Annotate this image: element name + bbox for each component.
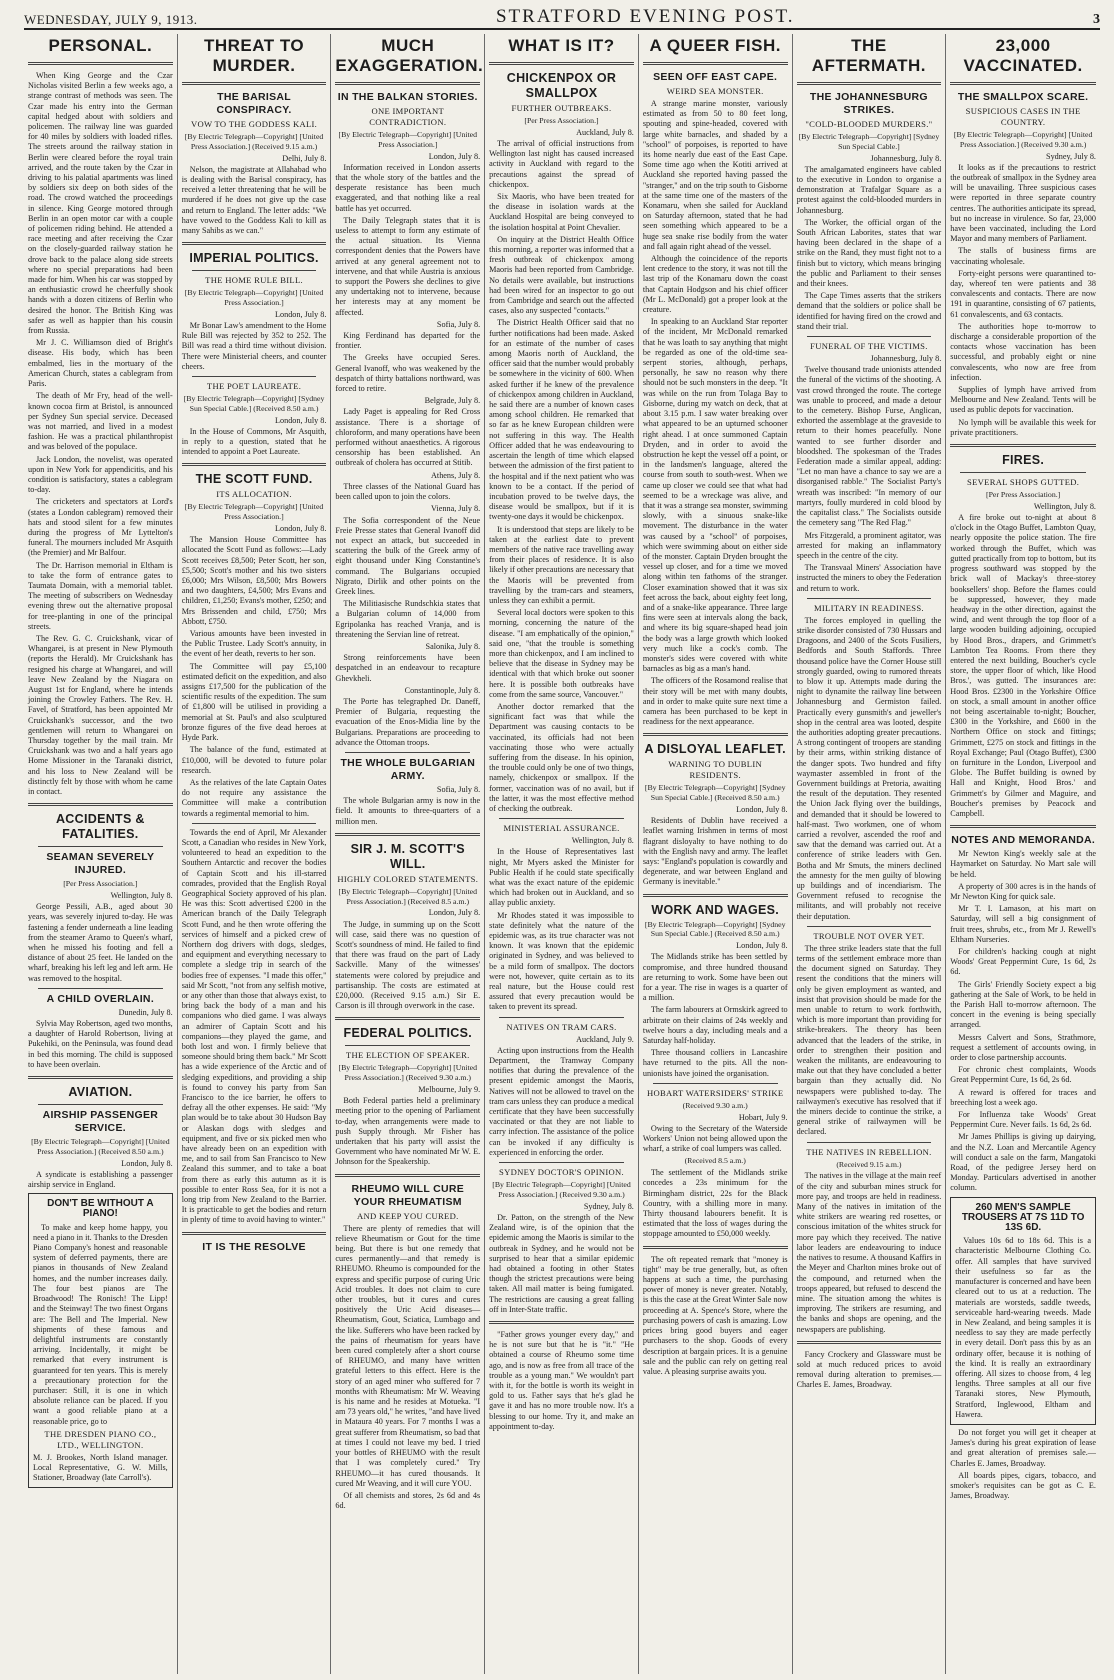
column-exaggeration [331, 34, 485, 1674]
notes-item: A property of 300 acres is in the hands of Mr Newton King for quick sale. [950, 881, 1096, 901]
headline-airship: AIRSHIP PASSENGER SERVICE. [42, 1109, 159, 1135]
article-paragraph: It is understood that steps are likely to be taken at the earliest date to prevent members of the native race travelling away from their places of residence. It is also likely if other precautions are necessary that the Maoris will be prevented from travelling by the tram-cars and steamers, unless they can exhibit a permit. [489, 524, 634, 605]
dateline: Sofia, July 8. [436, 319, 481, 329]
subheadline: SYDNEY DOCTOR'S OPINION. [498, 1167, 624, 1178]
article-paragraph: The stalls of business firms are vaccinating wholesale. [950, 246, 1096, 266]
article-paragraph: The Midlands strike has been settled by compromise, and three hundred thousand are returning to work. Some have been out for a year. The rise in wages is a quarter of a million. [642, 952, 788, 1003]
article-paragraph: The Greeks have occupied Seres. General Ivanoff, who was weakened by the despatch of thirty battalions northward, was forced to retire. [335, 353, 481, 394]
article-paragraph: Various amounts have been invested in the Public Trustee. Lady Scott's annuity, in the event of her death, reverts to her son. [181, 629, 327, 659]
wire-credit: [By Electric Telegraph—Copyright] [United Press Association.] (Received 8.5 a.m.) [338, 886, 478, 906]
column-vaccinated [946, 34, 1100, 1674]
article-paragraph: When King George and the Czar Nicholas visited Berlin a few weeks ago, a strange contrast of methods was seen. The Czar made his entry into the German capital hedged about with soldiers and policemen. The railway line was guarded for 40 miles by soldiers with loaded rifles. The streets around the railway station in Berlin were cleared before the royal train arrived, and the route taken by the Czar in driving to his palatial apartments was lined by soldiers six deep on both sides of the road. The crowd watched the proceedings in silence. King George motored through Berlin in an open motor car with a couple of policemen riding behind. He attended a race meeting and after receiving the Czar on the closely-guarded railway station he drove back to the palace along side streets where no special preparations had been made for him. When his car was stopped by an enthusiastic crowd he cheerfully shook hands with a dozen citizens of Berlin who desired the honor. The British King was safer as well as happier than his cousin from Russia. [28, 71, 173, 336]
dateline: Delhi, July 8. [282, 153, 327, 163]
article-paragraph: King Ferdinand has departed for the frontier. [335, 331, 481, 351]
dateline: Salonika, July 8. [425, 641, 481, 651]
article-paragraph: Both Federal parties held a preliminary meeting prior to the opening of Parliament to-day, when arrangements were made to push Supply through. Mr Fisher has undertaken that his party will assist the Government who have nominated Mr W. E. Johnson for the Speakership. [335, 1096, 481, 1167]
dateline: Wellington, July 8. [571, 836, 634, 846]
headline-vaccinated: 23,000 VACCINATED. [963, 36, 1083, 75]
dateline: London, July 8. [275, 524, 327, 534]
dateline: Sofia, July 8. [436, 784, 481, 794]
wire-credit: (Received 9.15 a.m.) [836, 1159, 902, 1169]
headline-east-cape: SEEN OFF EAST CAPE. [653, 71, 778, 83]
dateline: Constantinople, July 8. [404, 685, 481, 695]
article-paragraph: In speaking to an Auckland Star reporter of the incident, Mr McDonald remarked that he was loath to say anything that might be regarded as one of the old-time sea-serpent stories, although, perhaps, personally, he saw no reason why there should not be such monsters in the deep. "It was while on the run from Tolaga Bay to Gisborne, during my watch on deck, that at about 3.15 p.m. I saw water breaking over what appeared to be an upturned schooner right ahead. I at once summoned Captain Dryden, and in order to avoid the obstruction he kept the vessel off a point, or in the landsmen's language, altered the course from south to south-west. When we came up closer we could see that what had seemed to be a wreckage was alive, and that it was a strange sea monster, swimming slowly, with a sinuous snake-like movement. The disturbance in the water was caused by a "school" of porpoises, which were swimming about on either side of the monster. Captain Dryden brought the vessel up closer, and for a time we moved along within ten fathoms of the stranger. Closer examination showed that it was six feet across the back, about eighty feet long, and of a snake-like appearance. Three large fins were seen at intervals along the back, and where its big square-shaped head join the body was a large growth which looked very much like a cock's comb. The monster's sides were covered with white barnacles as big as a man's hand. [642, 317, 788, 674]
article-paragraph: Several local doctors were spoken to this morning, concerning the nature of the disease. "I am emphatically of the opinion," said one, "that the trouble is something more than chickenpox, and I am inclined to believe that the disease in Sydney may be identical with that which broke out sooner here. It is possible both outbreaks have come from the same source, Vancouver." [489, 608, 634, 699]
rheumo-ad-title: RHEUMO WILL CURE YOUR RHEUMATISM [351, 1182, 465, 1208]
article-paragraph: Dr. Patton, on the strength of the New Zealand wire, is of the opinion that the epidemic among the Maoris is similar to the outbreak in Sydney, and he would not be surprised to hear that a similar epidemic had obtained a footing in other States though the strictest precautions were being taken. All mail matter is being fumigated. The restrictions are causing a great falling off in Inter-State traffic. [489, 1212, 634, 1314]
headline-chickenpox: CHICKENPOX OR SMALLPOX [506, 71, 617, 100]
wire-credit: [By Electric Telegraph—Copyright] [United Press Association.] [184, 288, 324, 308]
rheumo-ad-sub: AND KEEP YOU CURED. [357, 1210, 459, 1221]
headline-balkan: IN THE BALKAN STORIES. [337, 91, 478, 103]
headline-child: A CHILD OVERLAIN. [46, 992, 155, 1005]
headline-johannesburg: THE JOHANNESBURG STRIKES. [809, 91, 928, 116]
article-paragraph: The District Health Officer said that no further notifications had been made. Asked for an estimate of the number of cases among Maoris north of Auckland, the officer said that the number would probably be somewhere in the vicinity of 600. When asked further if he knew of the prevalence of chickenpox among children in Auckland, he said there are a number of known cases among school children. He remarked that so far as he knew European children were not suffering in this way. The Health Officer added that he was endeavouring to ascertain the length of time which elapsed between the admission of the first patient to the hospital and if the next patient who was known to be a contact. If the period of incubation proved to be twelve days, the disease would be smallpox, but if it is twenty-one days it would be chickenpox. [489, 318, 634, 522]
article-paragraph: The balance of the fund, estimated at £10,000, will be devoted to future polar research. [181, 745, 327, 775]
wire-credit: [By Electric Telegraph—Copyright] [Sydney Sun Special Cable.] (Received 8.50 a.m.) [183, 394, 325, 413]
column-queer-fish [639, 34, 793, 1674]
article-paragraph: Mrs Fitzgerald, a prominent agitator, was arrested for making an inflammatory speech in the centre of the city. [796, 530, 942, 560]
headline-fires: FIRES. [1002, 453, 1045, 468]
article-paragraph: The Worker, the official organ of the South African Laborites, states that war having been declared in the shape of a strike on the Rand, they must fight not to a finish but to victory, which means bringing the public and Parliament to their senses and their knees. [796, 217, 942, 289]
article-paragraph: The Cape Times asserts that the strikers demand that the soldiers or police shall be identified for having fired on the crowd and stand their trial. [796, 291, 942, 331]
subheadline: VOW TO THE GODDESS KALI. [190, 119, 318, 129]
trousers-ad-title: 260 MEN'S SAMPLE TROUSERS AT 7S 11D TO 13S 6D. [961, 1201, 1085, 1234]
article-paragraph: Mr Bonar Law's amendment to the Home Rule Bill was rejected by 352 to 252. The Bill was read a third time without division. There were Ministerial cheers, and counter cheers. [181, 321, 327, 371]
subheadline: THE NATIVES IN REBELLION. [806, 1146, 932, 1157]
dateline: London, July 8. [428, 908, 481, 918]
subheadline: HOBART WATERSIDERS' STRIKE [646, 1087, 784, 1098]
article-paragraph: The settlement of the Midlands strike concedes a 23s minimum for the Birmingham district, 22s for the Black Country, with a shilling more in many. Thirty thousand labourers benefit. It is estimated that the loss of wages during the stoppage amounted to £50,000 weekly. [642, 1168, 788, 1239]
piano-ad-title: DON'T BE WITHOUT A PIANO! [47, 1198, 154, 1220]
subheadline: THE HOME RULE BILL. [205, 275, 303, 286]
subheadline: WEIRD SEA MONSTER. [666, 86, 764, 96]
subheadline: MILITARY IN READINESS. [813, 602, 924, 613]
ad-paragraph: There are plenty of remedies that will relieve Rheumatism or Gout for the time being. But there is but one remedy that cures permanently—and that remedy is RHEUMO. Rheumo is compounded for the express and specific purpose of curing Uric Acid troubles. It does not claim to cure other troubles, but it cures and cures positively the Uric Acid diseases—Rheumatism, Gout, Sciatica, Lumbago and the like. Sufferers who have been racked by the pains of rheumatism for years have been cured completely after a short course of RHEUMO, and many have written grateful letters to this effect. Here is the story of an aged miner who suffered for 7 months with Rheumatism: Mr W. Weaving is his name and he resides at Motueka. "I am 73 years old," he writes, "and have lived in Mataura 40 years. For 7 months I was a great sufferer from Rheumatism, so bad that at times I could not leave my bed. I tried your bottles of RHEUMO with the result that I was completely cured." Try RHEUMO—it has cured thousands. It cured Mr Weaving, and it will cure YOU. [335, 1223, 481, 1488]
article-paragraph: Towards the end of April, Mr Alexander Scott, a Canadian who resides in New York, volunteered to head an expedition to the Southern Antarctic and recover the bodies of Captain Scott and his ill-starred comrades, provided that the English Royal Geographical Society approved of his plan. He was this: Scott advertised £200 in the American branch of the Daily Telegraph Scott Fund, and he then wrote offering the services of himself and a picked crew of Northern dog drivers with dogs, sledges, and equipment and everything necessary to complete a sledge trip in search of the bodies free of expenses. "I made this offer," said Mr Scott, "not from any selfish motive, or any other than those that always exist, to bring back the body of a man and his companions who died game. I was always an admirer of Captain Scott and his companions—they played the game, and both lost and won. I firmly believe that someone should bring them back." Mr Scott has a wide experience of the Arctic and of sledging expeditions, and providing a ship is found to convey his party from San Francisco to the ice barrier, he offers to defray all the other expenses. He said: "My plan would be to take about 30 Hudson Bay or Alaskan dogs with sledges and equipment, and five or six picked men who have already been on an expedition with me, and to sail from San Francisco to New Zealand this summer, and to take a boat from there as early this autumn as it is possible to enter Ross Sea, for it is not a long trip from New Zealand to the Barrier. It is practicable to get the bodies and return in plenty of time to avoid having to winter." [181, 827, 327, 1225]
subheadline: FURTHER OUTBREAKS. [511, 103, 612, 113]
article-paragraph: In the House of Commons, Mr Asquith, in reply to a question, stated that he intended to appoint a Poet Laureate. [181, 426, 327, 457]
ad-paragraph: Of all chemists and stores, 2s 6d and 4s 6d. [335, 1490, 481, 1511]
wire-credit: (Received 9.30 a.m.) [682, 1100, 748, 1110]
ad-paragraph: Do not forget you will get it cheaper at James's during his great expiration of lease and great alteration of premises sale.—Charles E. James, Broadway. [950, 1427, 1096, 1468]
article-paragraph: The Transvaal Miners' Association have instructed the miners to obey the Federation and return to work. [796, 563, 942, 593]
article-paragraph: The Daily Telegraph states that it is useless to attempt to form any estimate of the actual situation. Its Vienna correspondent denies that the Powers have arrived at any general agreement not to intervene, and that while Austria is anxious to support the Powers she declines to give any undertaking not to intervene, because her interests may at any moment be affected. [335, 215, 481, 317]
dateline: Johannesburg, July 8. [870, 153, 942, 163]
subheadline: MINISTERIAL ASSURANCE. [503, 823, 620, 834]
article-paragraph: The cricketers and spectators at Lord's (states a London cablegram) removed their hats and stood silent for a few minutes during the progress of Mr Lyttelton's funeral. The mourners included Mr Asquith (the Premier) and Mr Balfour. [28, 497, 173, 558]
wire-credit: [Per Press Association.] [63, 879, 138, 889]
wire-credit: (Received 8.5 a.m.) [684, 1156, 746, 1166]
ad-paragraph: Values 10s 6d to 18s 6d. This is a characteristic Melbourne Clothing Co. offer. All samples that have survived their usefulness so far as the manufacturer is concerned and have been cleared out to us at a reduction. The materials are worsteds, saddle tweeds, serviceable hard-wearing tweeds. Made in New Zealand, and being samples it is needless to say they are made perfectly in every detail. Don't pass this by as an ordinary offer, because it is nothing of the kind. It is really an extraordinary offering. All sizes to choose from, 4 leg lengths. Three samples at all our five Taranaki stores, New Plymouth, Stratford, Inglewood, Eltham and Hawera. [955, 1236, 1091, 1419]
wire-credit: [By Electric Telegraph—Copyright] [United Press Association.] (Received 9.30 a.m.) [338, 1063, 478, 1083]
headline-federal: FEDERAL POLITICS. [343, 1026, 473, 1041]
article-paragraph: George Pessili, A.B., aged about 30 years, was severely injured to-day. He was fastening a fender underneath a line leading from the steamer Aramo to Queen's wharf, when he missed his footing and fell a distance of about 25 feet. He landed on the wharf, breaking his left leg and left arm. He was removed to the hospital. [28, 902, 173, 983]
dateline: Sydney, July 8. [1046, 151, 1096, 161]
subheadline: ITS ALLOCATION. [216, 489, 292, 500]
dateline: Wellington, July 8. [110, 891, 173, 901]
wire-credit: [By Electric Telegraph—Copyright] [Sydney Sun Special Cable.] [798, 132, 940, 151]
article-paragraph: The Militiasische Rundschkia states that a Bulgarian column of 14,000 from Egripolanka has reached Vranja, and is threatening the Servian line of retreat. [335, 599, 481, 639]
article-paragraph: The Mansion House Committee has allocated the Scott Fund as follows:—Lady Scott receives £8,500; Peter Scott, her son, £5,500; Scott's mother and his two sisters £6,000; Mrs Wilson, £8,500; Mrs Bowers and two daughters, £4,500; Mrs Evans and children, £1,250; Evans's mother, £250; and Mrs Brissenden and child, £750; Mrs Abbott, £750. [181, 535, 327, 626]
issue-date: WEDNESDAY, JULY 9, 1913. [24, 12, 198, 27]
headline-smallpox: THE SMALLPOX SCARE. [957, 91, 1089, 103]
article-paragraph: Twelve thousand trade unionists attended the funeral of the victims of the shooting. A vast crowd thronged the route. The cortege was unable to proceed, and made a detour to the cemetery. Bishop Furse, Anglican, exhorted the assemblage at the graveside to return to their homes peacefully. None wanted to see further disorder and bloodshed. The spokesman of the Trades Federation made a similar appeal, adding: "Let no man have a chance to say we are a disorganised rabble." The Socialist Party's wreath was inscribed: "In memory of our martyrs, foully murdered in cold blood by the capitalist class." The Socialists outside the cemetery sang "The Red Flag." [796, 365, 942, 528]
article-paragraph: Three classes of the National Guard has been called upon to join the colors. [335, 481, 481, 502]
dateline: London, July 8. [275, 415, 327, 425]
wire-credit: [Per Press Association.] [524, 116, 599, 125]
headline-aftermath: THE AFTERMATH. [811, 36, 927, 75]
dateline: Johannesburg, July 8. [870, 354, 942, 364]
dateline: London, July 8. [428, 151, 481, 161]
headline-scott-fund: THE SCOTT FUND. [195, 472, 313, 487]
article-paragraph: The Porte has telegraphed Dr. Daneff, Premier of Bulgaria, requesting the evacuation of the Enos-Midia line by the Bulgarians. Preparations are proceeding to advance the Ottoman troops. [335, 696, 481, 747]
page-number: 3 [1093, 12, 1100, 27]
article-paragraph: A strange marine monster, variously estimated as from 50 to 80 feet long, spouting and spine-headed, covered with large white barnacles, and shaded by a "school" of porpoises, is reported to have its home nearly due east of the East Cape. Some time ago when the Kotiti arrived at Auckland she reported having passed the "stranger," and on the trip south to Gisborne at the same time one of the masters of the Konamaru, when she sailed for Auckland on Saturday afternoon, stated that he had seen something which appeared to be a huge sea snake rise bodily from the water and fall again right ahead of the vessel. [642, 99, 788, 251]
article-paragraph: The whole Bulgarian army is now in the field. It amounts to three-quarters of a million men. [335, 796, 481, 826]
piano-advertisement [28, 1193, 173, 1488]
article-paragraph: Sylvia May Robertson, aged two months, a daughter of Harold Robertson, living at Pukehiki, on the Peninsula, was found dead in bed this morning. The child is supposed to have been overlain. [28, 1019, 173, 1069]
columns [24, 34, 1100, 1674]
headline-barisal: THE BARISAL CONSPIRACY. [216, 91, 292, 116]
article-paragraph: Another doctor remarked that the significant fact was that while the Department was causing contacts to be vaccinated, its officials had not been vaccinating those who were actually suffering from the disease. In his opinion, the trouble could only be one of two things, namely, chickenpox or smallpox. If the former, vaccination was of no avail, but if the latter, it was the most effective method of checking the outbreak. [489, 701, 634, 813]
headline-accidents: ACCIDENTS & FATALITIES. [55, 812, 145, 842]
article-paragraph: Although the coincidence of the reports lent credence to the story, it was not till the last trip of the Konamaru down the coast that Captain Hodgson and his chief officer (Mr L. McDonald) got a proper look at the creature. [642, 254, 788, 315]
dateline: Hobart, July 9. [738, 1112, 788, 1122]
headline-scott-will: SIR J. M. SCOTT'S WILL. [350, 841, 465, 871]
trousers-advertisement [950, 1197, 1096, 1425]
headline-notes: NOTES AND MEMORANDA. [951, 834, 1096, 847]
headline-seaman: SEAMAN SEVERELY INJURED. [46, 851, 155, 877]
article-paragraph: It looks as if the precautions to restrict the outbreak of smallpox in the Sydney area will be unavailing. Three suspicious cases were reported in three separate country centres. The authorities anticipate its spread, but no increase in virulence. So far, 23,000 have been vaccinated, including the Lord Mayor and many members of Parliament. [950, 162, 1096, 244]
wire-credit: [By Electric Telegraph—Copyright] [United Press Association.] [338, 130, 478, 149]
headline-bulgarian-army: THE WHOLE BULGARIAN ARMY. [340, 756, 476, 782]
dateline: Athens, July 8. [431, 470, 481, 480]
dateline: Melbourne, July 9. [418, 1085, 481, 1094]
article-paragraph: Acting upon instructions from the Health Department, the Tramway Company notifies that during the prevalence of the present epidemic amongst the Maoris, Natives will not be allowed to travel on the tram cars unless they can produce a medical certificate that they have been successfully vaccinated or that they are not liable to carry infection. The assistance of the police can be invoked if any difficulty is experienced in enforcing the order. [489, 1045, 634, 1157]
article-paragraph: Mr Rhodes stated it was impossible to state definitely what the nature of the epidemic was, as its true character was not known. It was known that the epidemic originated in Sydney, and was believed to be a mild form of smallpox. The doctors were not, however, quite certain as to its real nature, but the House could rest assured that every precaution would be taken to prevent its spread. [489, 910, 634, 1012]
headline-resolve: IT IS THE RESOLVE [202, 1240, 306, 1253]
article-paragraph: The Sofia correspondent of the Neue Freie Presse states that General Ivanoff did not expect an attack, but succeeded in scattering the bulk of the Greek army of eight thousand under King Constantine's command. The Bulgarians occupied Nigrato, Dirlik and other points on the Greek lines. [335, 515, 481, 596]
article-paragraph: Information received in London asserts that the whole story of the battles and the desperate resistance has been much exaggerated, and that nothing like a real battle has yet occurred. [335, 162, 481, 213]
subheadline: THE POET LAUREATE. [206, 381, 302, 392]
article-paragraph: The officers of the Rosamond realise that their story will be met with many doubts, and in order to make quite sure next time a camera has been purchased to be kept in readiness for the next appearance. [642, 676, 788, 727]
notes-item: The Girls' Friendly Society expect a big gathering at the Sale of Work, to be held in the Parish Hall to-morrow afternoon. The concert in the evening is being specially arranged. [950, 979, 1096, 1030]
article-paragraph: Nelson, the magistrate at Allahabad who is dealing with the Barisal conspiracy, has received a letter threatening that he will be murdered if he does not give up the case and return to England. The letter adds: "We have vowed to the Goddess Kali to kill as many Sahibs as we can." [181, 164, 327, 236]
article-paragraph: The Dr. Harrison memorial in Eltham is to take the form of entrance gates to Taumata Domain, with a memorial tablet. The meeting of subscribers on Wednesday evening threw out the alternative proposal for tree-planting in one of the principal streets. [28, 560, 173, 631]
headline-what-is-it: WHAT IS IT? [508, 36, 615, 55]
dateline: Auckland, July 9. [576, 1034, 634, 1044]
subheadline: WARNING TO DUBLIN RESIDENTS. [668, 759, 762, 781]
dateline: Sydney, July 8. [583, 1201, 634, 1211]
dateline: London, July 8. [121, 1158, 173, 1168]
headline-aviation: AVIATION. [68, 1085, 133, 1100]
ad-paragraph: To make and keep home happy, you need a piano in it. Thanks to the Dresden Piano Company's honest and reasonable system of deferred payments, there are pianos in thousands of New Zealand homes, and the number increases daily. The four best pianos are The Broadwood! The Ronisch! The Lipp! and the Steinway! The two finest Organs are: The Bell and The Imperial. New shipments of these famous and delightful instruments are constantly arriving. Incidentally, it might be remarked that every instrument is guaranteed for ten years. This is merely a precautionary protection for the purchaser: Still, it is one in which absolute reliance can be placed. If you want a good reliable piano at a reasonable price, go to [33, 1222, 168, 1426]
notes-item: Mr James Phillips is giving up dairying, and the N.Z. Loan and Mercantile Agency will conduct a sale on the farm, Mangatoki Road, of the pedigree Jersey herd on Monday. Particulars advertised in another column. [950, 1132, 1096, 1193]
subheadline: THE ELECTION OF SPEAKER. [345, 1050, 470, 1061]
article-paragraph: Supplies of lymph have arrived from Melbourne and New Zealand. Tents will be used as public depots for vaccination. [950, 385, 1096, 415]
article-paragraph: The Committee will pay £5,100 estimated deficit on the expedition, and also assigns £17,500 for the publication of the scientific results of the expedition. The sum of £1,800 will be utilised in providing a memorial at St. Paul's and also sculptured bronze figures of the five dead heroes at Hyde Park. [181, 661, 327, 743]
subheadline: HIGHLY COLORED STATEMENTS. [337, 873, 479, 884]
article-paragraph: The three strike leaders state that the full terms of the settlement embrace more than the document signed on Saturday. They resent the conditions that the miners will only be given employment as wanted, and insist that provision should be made for the men unable to return to work forthwith, which is more important than providing for strike-breakers. The theory has been advanced that the leaders of the strike, in order to strengthen their position and weaken the militants, are endeavouring to make out that they have concluded a better bargain than they actually did. No newspapers were published to-day. The railwaymen's executive has resolved that if the miners decide to continue the strike, a general strike of railwaymen will be declared. [796, 943, 942, 1137]
article-paragraph: The forces employed in quelling the strike disorder consisted of 730 Hussars and Dragoons, and 2400 of the Scots Fusiliers, Bedfords and South Staffords. Three thousand police have the Corner House still strongly guarded, owing to rumored threats to blow it up. Attempts made during the night to dynamite the railway line between Johannesburg and Germiston failed. Practically every gunsmith's and jeweller's shop in the central area was looted, despite the authorities adopting greater precautions. A strong contingent of troopers are standing by their arms, within striking distance of the danger spots. Two hundred and fifty waymaster assembled in front of the Government buildings at Pretoria, awaiting the result of the deputation. They resented the Union Jack flying over the buildings, and demanded that it should be lowered to half-mast. Two workmen, one of whom carried a revolver, ascended the roof and saw that the demand was carried out. At a conference of strike leaders with Gen. Botha and Mr Smuts, the miners declined the amnesty for the men guilty of blowing up buildings and of incendiarism. The Government refused to recognise the militants, and will probably not receive their deputation. [796, 615, 942, 921]
masthead [24, 6, 1100, 30]
ad-paragraph: M. J. Brookes, North Island manager. Local Representative, G. W. Mills, Stationer, Broadway (late Carroll's). [33, 1452, 168, 1483]
ad-paragraph: "Father grows younger every day," and he is not sure but that he is "it." "He obtained a course of Rheumo some time ago, and is now as free from all trace of the trouble as a young man." We wouldn't part with it, for the bottle is worth its weight in gold to us. Father says that he's glad he gave it and has no more trouble now. It's a blessing to our home. Try it, and make an appointment to-day. [489, 1329, 634, 1431]
article-paragraph: The farm labourers at Ormskirk agreed to arbitrate on their claims of 24s weekly and twelve hours a day, including meals and a Saturday half-holiday. [642, 1005, 788, 1046]
column-personal [24, 34, 178, 1674]
notes-item: For chronic chest complaints, Woods Great Peppermint Cure, 1s 6d, 2s 6d. [950, 1065, 1096, 1085]
ad-paragraph: Fancy Crockery and Glassware must be sold at much reduced prices to avoid removal during alteration to premises.—Charles E. James, Broadway. [796, 1349, 942, 1390]
notes-item: A reward is offered for traces and breeching lost a week ago. [950, 1087, 1096, 1107]
dateline: Dunedin, July 8. [118, 1007, 173, 1017]
subheadline: ONE IMPORTANT CONTRADICTION. [369, 106, 447, 127]
headline-queer-fish: A QUEER FISH. [649, 36, 781, 55]
article-paragraph: Forty-eight persons were quarantined to-day, whereof ten were patients and 38 convalescents and contacts. There are now 191 in quarantine, consisting of 67 patients, 61 convalescents, and 63 contacts. [950, 268, 1096, 319]
article-paragraph: Three thousand colliers in Lancashire have returned to the pits. All the non-unionists have joined the organisation. [642, 1048, 788, 1078]
dateline: Belgrade, July 8. [424, 396, 481, 406]
article-paragraph: The authorities hope to-morrow to discharge a considerable proportion of the contacts whose vaccination has been successful, and probably eight or nine convalescents, who now are free from infection. [950, 321, 1096, 382]
column-threat [178, 34, 332, 1674]
article-paragraph: Six Maoris, who have been treated for the disease in isolation wards at the Auckland Hospital are being conveyed to the isolation hospital at Point Chevalier. [489, 192, 634, 232]
subheadline: "COLD-BLOODED MURDERS." [805, 119, 933, 129]
article-paragraph: Jack London, the novelist, was operated upon in New York for appendicitis, and his condition is satisfactory, states a cablegram to-day. [28, 454, 173, 495]
article-paragraph: The amalgamated engineers have cabled to the executive in London to organise a demonstration at Trafalgar Square as a protest against the cold-blooded murders in Johannesburg. [796, 164, 942, 215]
dateline: London, July 8. [736, 941, 788, 951]
wire-credit: [By Electric Telegraph—Copyright] [United Press Association.] (Received 9.30 a.m.) [492, 1180, 631, 1199]
wire-credit: [By Electric Telegraph—Copyright] [Sydney Sun Special Cable.] (Received 8.50 a.m.) [644, 919, 786, 939]
headline-imperial: IMPERIAL POLITICS. [189, 251, 319, 266]
wire-credit: [By Electric Telegraph—Copyright] [Sydney Sun Special Cable.] (Received 8.50 a.m.) [644, 783, 786, 803]
column-what-is-it [485, 34, 639, 1674]
notes-item: Messrs Calvert and Sons, Strathmore, request a settlement of accounts owing, in order to close partnership accounts. [950, 1032, 1096, 1063]
subheadline: SUSPICIOUS CASES IN THE COUNTRY. [965, 106, 1081, 127]
article-paragraph: On inquiry at the District Health Office this morning, a reporter was informed that a fresh outbreak of chickenpox among Maoris had been reported from Cambridge. No details were available, but instructions had been wired for an inspector to go out from Cambridge and search out the affected cases, also any suspected "contacts." [489, 234, 634, 316]
notes-item: Mr T. I. Lamason, at his mart on Saturday, will sell a big consignment of fruit trees, shrubs, etc., from Mr J. Rewell's Eltham Nurseries. [950, 904, 1096, 944]
subheadline: NATIVES ON TRAM CARS. [506, 1021, 617, 1032]
dateline: London, July 8. [736, 804, 788, 814]
wire-credit: [By Electric Telegraph—Copyright] [United Press Association.] [184, 502, 324, 522]
wire-credit: [By Electric Telegraph—Copyright] [United Press Association.] (Received 9.30 a.m.) [953, 130, 1093, 149]
article-paragraph: Residents of Dublin have received a leaflet warning Irishmen in terms of most flagrant disloyalty to have nothing to do with the English navy and army. The leaflet says: "England's population is cowardly and degenerate, and war between England and Germany is inevitable." [642, 816, 788, 887]
subheadline: FUNERAL OF THE VICTIMS. [810, 341, 928, 352]
headline-threat: THREAT TO MURDER. [203, 36, 305, 75]
article-paragraph: Owing to the Secretary of the Waterside Workers' Union not being allowed upon the wharf, a strike of coal lumpers was called. [642, 1123, 788, 1154]
notes-item: Mr Newton King's weekly sale at the Haymarket on Saturday. No Mart sale will be held. [950, 849, 1096, 879]
article-paragraph: Lady Paget is appealing for Red Cross assistance. There is a shortage of chloroform, and many operations have been performed without anaesthetics. A rigorous censorship has been established. An outbreak of cholera has occurred at Stitib. [335, 407, 481, 468]
article-paragraph: No lymph will be available this week for private practitioners. [950, 417, 1096, 437]
headline-leaflet: A DISLOYAL LEAFLET. [644, 742, 786, 757]
dateline: Wellington, July 8. [1033, 501, 1096, 511]
paper-name: STRATFORD EVENING POST. [495, 6, 795, 27]
ad-paragraph: All boards pipes, cigars, tobacco, and smoker's requisites can be got as C. E. James, Broadway. [950, 1470, 1096, 1501]
dateline: London, July 8. [275, 309, 327, 319]
article-paragraph: As the relatives of the late Captain Oates do not require any assistance the Committee will make a contribution towards a regimental memorial to him. [181, 777, 327, 818]
notes-item: For children's hacking cough at night Woods' Great Peppermint Cure, 1s 6d, 2s 6d. [950, 947, 1096, 977]
article-paragraph: The Rev. G. C. Cruickshank, vicar of Whangarei, is at present in New Plymouth (reports the Herald). Mr Cruickshank has resigned his charge at Whangarei, and will leave New Zealand by the Niagara on August 1st for England, where he intends joining the Crowley Fathers. The Rev. H. Favel, of Stratford, has been appointed Mr Cruickshank's successor, and the two gentlemen will return to Whangarei on Thursday together by the mail train. Mr Cruickshank was two and a half years ago Home Missioner in the Taranaki district, and his loss to New Zealand will be distinctly felt by those with whom he came in contact. [28, 633, 173, 797]
headline-exaggeration: MUCH EXAGGERATION. [335, 36, 484, 75]
column-aftermath [793, 34, 947, 1674]
subheadline: TROUBLE NOT OVER YET. [813, 930, 925, 941]
article-paragraph: A syndicate is establishing a passenger airship service in England. [28, 1169, 173, 1190]
article-paragraph: The arrival of official instructions from Wellington last night has caused increased activity in Auckland with regard to the precautions against the spread of chickenpox. [489, 139, 634, 189]
notes-item: For Influenza take Woods' Great Peppermint Cure. Never fails. 1s 6d, 2s 6d. [950, 1110, 1096, 1130]
wire-credit: [Per Press Association.] [985, 490, 1061, 500]
dateline: Vienna, July 8. [431, 504, 481, 514]
ad-paragraph: The oft repeated remark that "money is tight" may be true generally, but, as often happens at such a time, the purchasing power of money is never greater. Notably, is this the case at the Great Winter Sale now proceeding at A. Spence's Store, where the purchasing powers of cash is amazing. Low prices bring good buyers and eager purchasers to the shop. Goods of every description at bargain prices. It is a genuine sale and the public can rely on getting real value. A pleasing surprise awaits you. [642, 1254, 788, 1376]
article-paragraph: The Judge, in summing up on the Scott will case, said there was no question of Scott's soundness of mind. He failed to find that there was fraud on the part of Lady Sackville. Many of the witnesses' statements were colored by prejudice and partisanship. The costs are estimated at £20,000. (Received 9.15 a.m.) Sir E. Carson is ill through overwork in the case. [335, 919, 481, 1011]
wire-credit: [By Electric Telegraph—Copyright] [United Press Association.] (Received 8.50 a.m.) [31, 1137, 170, 1156]
article-paragraph: The death of Mr Fry, head of the well-known cocoa firm at Bristol, is announced per Sydney Sun special service. Deceased was not married, and lived in a modest fashion. He was a practical philanthropist and was beloved of the populace. [28, 391, 173, 452]
headline-personal: PERSONAL. [48, 36, 153, 55]
dateline: Auckland, July 8. [576, 127, 634, 137]
article-paragraph: Strong reinforcements have been despatched in an endeavour to recapture Ghevkheli. [335, 653, 481, 683]
subheadline: SEVERAL SHOPS GUTTED. [967, 477, 1080, 488]
headline-work-wages: WORK AND WAGES. [651, 902, 780, 917]
article-paragraph: A fire broke out to-night at about 8 o'clock in the Otago Buffet, Lambton Quay, nearly opposite the police station. The fire worked through the Buffet, which was gutted practically from top to bottom, but its progress southward was stopped by the brick wall of Mackay's three-storey booksellers' shop. Before the flames could be suppressed, however, they made headway in the other direction, against the wind, and went through the top floor of a large wooden building adjoining, occupied by Hood Bros., drapers, and Grimmett's Lambton Tea Rooms. From there they entered the next building, Boucher's cycle store, the upper floor of which, like Hood Bros.', was gutted. The insurances are: Hood Bros. £2300 in the Yorkshire Office on stock, a small amount in another office not being ascertainable to-night; Boucher, £300 in the Yorkshire, and £600 in the Northern Office on stock and fittings; Grimmett, £275 on stock and fittings in the Royal Exchange; Paul (Otago Buffet), £300 on furniture in the London, Liverpool and Globe. The Buffet building is owned by Hall and Knight, Hood Bros.' and Grimmett's by Gilmer and Maguire, and Boucher's premises by Peacock and Campbell. [950, 513, 1096, 818]
piano-ad-firm: THE DRESDEN PIANO CO., LTD., WELLINGTON. [44, 1428, 157, 1450]
wire-credit: [By Electric Telegraph—Copyright] [United Press Association.] (Received 9.15 a.m.) [184, 132, 324, 151]
article-paragraph: In the House of Representatives last night, Mr Myers asked the Minister for Public Health if he could state specifically what was the exact nature of the epidemic which had broken out in Auckland, and so allay public anxiety. [489, 847, 634, 908]
article-paragraph: The natives in the village at the main reef of the city and suburban mines struck for more pay, and troops are held in readiness. Many of the natives in imitation of the white strikers are wearing red rosettes, or conscious imitation of the whites struck for more pay which they received. The native labor leaders are endeavouring to induce the natives to resume. A thousand Kaffirs in the Meyer and Charlton mines broke out of the compound, and returned when the troops appeared, but refused to descend the mine. The situation among the whites is improving. The strikers are resuming, and the banks and shops are opening, and the newspapers are publishing. [796, 1171, 942, 1334]
article-paragraph: Mr J. C. Williamson died of Bright's disease. His body, which has been embalmed, lies in the mortuary of the American Church, states a cablegram from Paris. [28, 338, 173, 389]
